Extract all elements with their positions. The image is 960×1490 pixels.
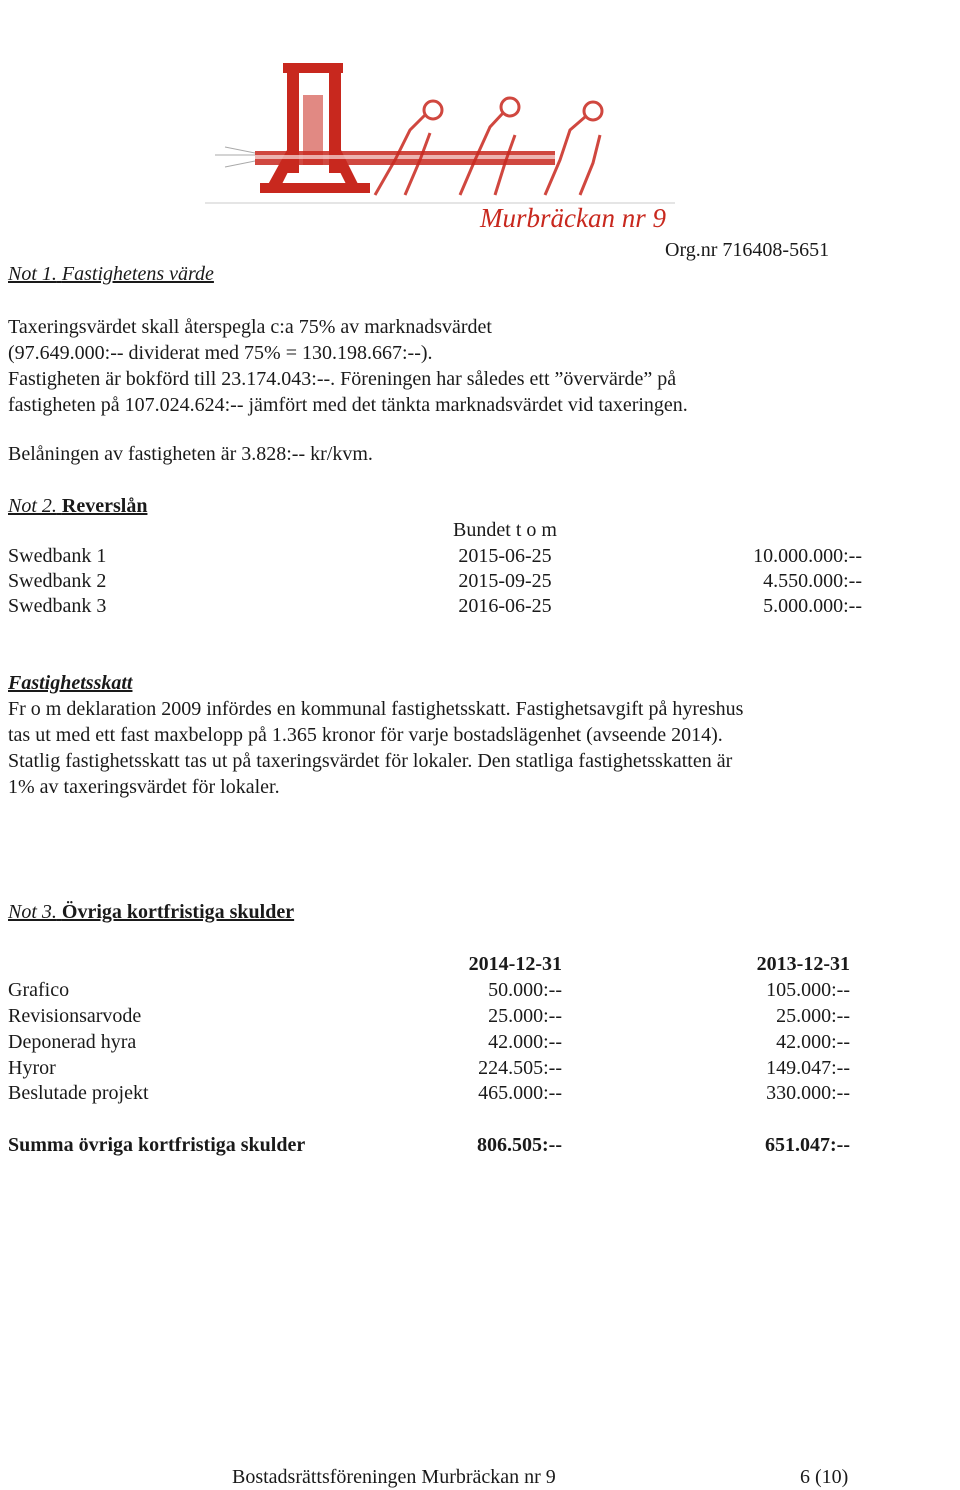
note3-label: Not 3.: [8, 901, 57, 923]
note3-row-2013: 25.000:--: [776, 1005, 850, 1027]
note2-row-amount: 10.000.000:--: [753, 545, 862, 567]
note3-col-2014: 2014-12-31: [468, 953, 562, 975]
note3-total-label: Summa övriga kortfristiga skulder: [8, 1134, 306, 1156]
note1-line: fastigheten på 107.024.624:-- jämfört med det tänkta marknadsvärdet vid taxeringen.: [8, 394, 688, 416]
note3-row-name: Revisionsarvode: [8, 1005, 142, 1027]
note3-col-2013: 2013-12-31: [756, 953, 850, 975]
note2-row-date: 2015-06-25: [458, 545, 552, 567]
loan-per-sqm: Belåningen av fastigheten är 3.828:-- kr/kvm.: [8, 443, 373, 465]
footer-org-name: Bostadsrättsföreningen Murbräckan nr 9: [232, 1466, 556, 1488]
note2-row-date: 2015-09-25: [458, 570, 552, 592]
note2-label: Not 2.: [8, 495, 57, 517]
note3-row-name: Deponerad hyra: [8, 1031, 137, 1053]
org-number: Org.nr 716408-5651: [665, 239, 830, 261]
note3-row-2013: 330.000:--: [766, 1082, 850, 1104]
note3-row-2014: 50.000:--: [488, 979, 562, 1001]
note2-row-amount: 4.550.000:--: [763, 570, 862, 592]
property-tax-line: 1% av taxeringsvärdet för lokaler.: [8, 776, 280, 798]
note2-row-name: Swedbank 3: [8, 595, 107, 617]
note3-row-name: Hyror: [8, 1057, 56, 1079]
note3-row-name: Grafico: [8, 979, 70, 1001]
murbrackan-logo: [205, 55, 675, 205]
note1-text: [8, 314, 688, 418]
note2-title: Reverslån: [61, 495, 148, 517]
page-number: 6 (10): [800, 1466, 849, 1488]
note3-row-2014: 42.000:--: [488, 1031, 562, 1053]
note3-total-2013: 651.047:--: [765, 1134, 850, 1156]
note1-label: Not 1.: [8, 263, 57, 285]
property-tax-line: Statlig fastighetsskatt tas ut på taxeringsvärdet för lokaler. Den statliga fastighetsskatten är: [8, 750, 733, 772]
note1-line: Fastigheten är bokförd till 23.174.043:--. Föreningen har således ett ”övervärde” på: [8, 368, 677, 390]
note3-heading: [8, 900, 294, 924]
note3-row-2013: 149.047:--: [766, 1057, 850, 1079]
note2-heading: [8, 494, 147, 518]
note1-title: Fastighetens värde: [61, 263, 214, 285]
note3-row-name: Beslutade projekt: [8, 1082, 149, 1104]
brand-name: Murbräckan nr 9: [480, 203, 666, 233]
property-tax-line: Fr o m deklaration 2009 infördes en kommunal fastighetsskatt. Fastighetsavgift på hyreshus: [8, 698, 744, 720]
property-tax-heading: Fastighetsskatt: [8, 672, 133, 694]
note3-row-2014: 224.505:--: [478, 1057, 562, 1079]
note2-row-date: 2016-06-25: [458, 595, 552, 617]
note2-row-amount: 5.000.000:--: [763, 595, 862, 617]
note2-column-header: Bundet t o m: [453, 519, 557, 541]
note1-line: Taxeringsvärdet skall återspegla c:a 75% av marknadsvärdet: [8, 316, 492, 338]
note3-row-2014: 465.000:--: [478, 1082, 562, 1104]
note3-row-2014: 25.000:--: [488, 1005, 562, 1027]
note3-row-2013: 105.000:--: [766, 979, 850, 1001]
note1-line: (97.649.000:-- dividerat med 75% = 130.198.667:--).: [8, 342, 433, 364]
note1-heading: [8, 262, 214, 286]
note2-row-name: Swedbank 1: [8, 545, 107, 567]
note3-title: Övriga kortfristiga skulder: [61, 901, 295, 923]
property-tax-line: tas ut med ett fast maxbelopp på 1.365 kronor för varje bostadslägenhet (avseende 2014).: [8, 724, 723, 746]
note2-row-name: Swedbank 2: [8, 570, 107, 592]
property-tax-text: [8, 696, 743, 800]
note3-row-2013: 42.000:--: [776, 1031, 850, 1053]
note3-total-2014: 806.505:--: [477, 1134, 562, 1156]
